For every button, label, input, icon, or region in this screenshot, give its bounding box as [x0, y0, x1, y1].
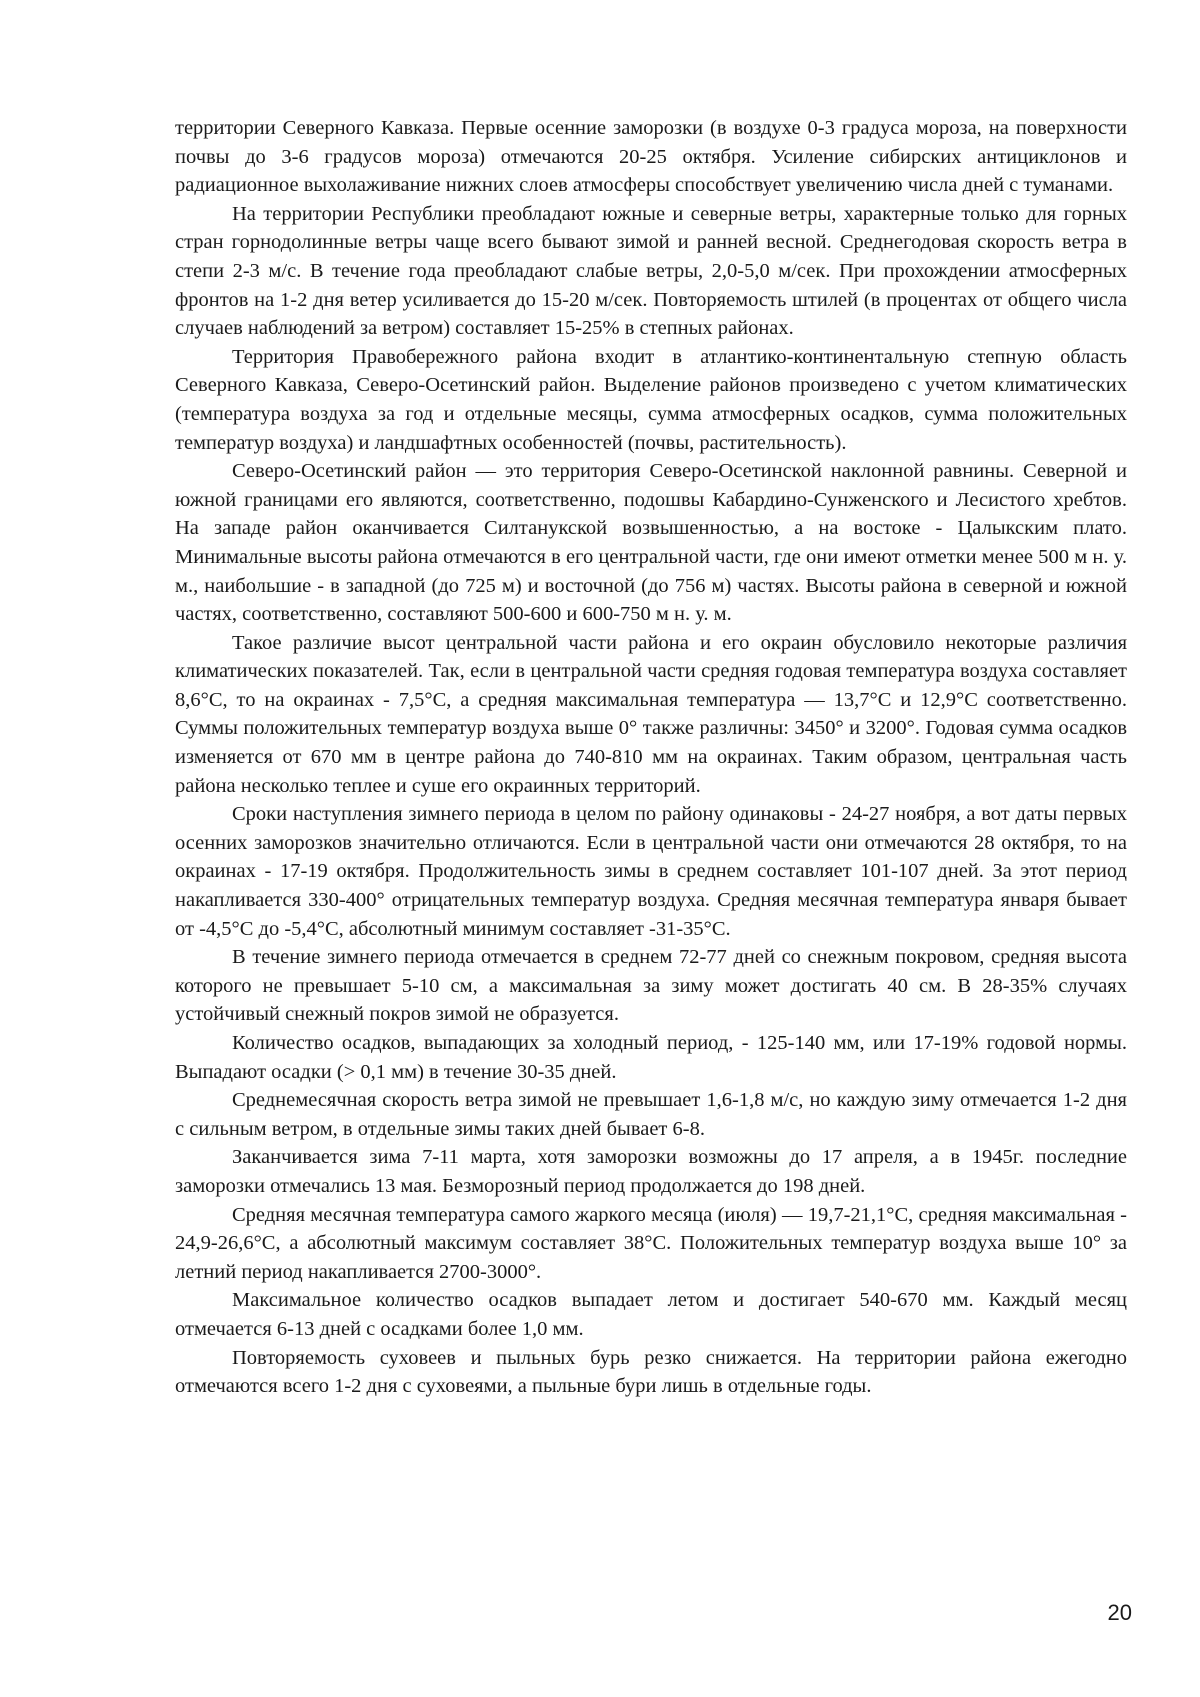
paragraph-8: Количество осадков, выпадающих за холодный период, - 125-140 мм, или 17-19% годовой нормы. Выпадают осадки (> 0,1 мм) в течение 30-35 дней. [175, 1032, 1127, 1083]
paragraph-13: Повторяемость суховеев и пыльных бурь резко снижается. На территории района ежегодно отмечаются всего 1-2 дня с суховеями, а пыльные бури лишь в отдельные годы. [175, 1346, 1127, 1398]
paragraph-9: Среднемесячная скорость ветра зимой не превышает 1,6-1,8 м/с, но каждую зиму отмечается 1-2 дня с сильным ветром, в отдельные зимы таких дней бывает 6-8. [175, 1089, 1127, 1140]
body-text [175, 114, 1127, 1401]
paragraph-12: Максимальное количество осадков выпадает летом и достигает 540-670 мм. Каждый месяц отмечается 6-13 дней с осадками более 1,0 мм. [175, 1289, 1127, 1340]
paragraph-2: На территории Республики преобладают южные и северные ветры, характерные только для горных стран горнодолинные ветры чаще всего бывают зимой и ранней весной. Среднегодовая скорость ветра в степи 2-3 м/с. В течение года преобладают слабые ветры, 2,0-5,0 м/сек. При прохождении атмосферных фронтов на 1-2 дня ветер усиливается до 15-20 м/сек. Повторяемость штилей (в процентах от общего числа случаев наблюдений за ветром) составляет 15-25% в степных районах. [175, 202, 1127, 340]
paragraph-7: В течение зимнего периода отмечается в среднем 72-77 дней со снежным покровом, средняя высота которого не превышает 5-10 см, а максимальная за зиму может достигать 40 см. В 28-35% случаях устойчивый снежный покров зимой не образуется. [175, 946, 1127, 1026]
paragraph-4: Северо-Осетинский район — это территория Северо-Осетинской наклонной равнины. Северной и южной границами его являются, соответственно, подошвы Кабардино-Сунженского и Лесистого хребтов. На западе район оканчивается Силтанукской возвышенностью, а на востоке - Цалыкским плато. Минимальные высоты района отмечаются в его центральной части, где они имеют отметки менее 500 м н. у. м., наибольшие - в западной (до 725 м) и восточной (до 756 м) частях. Высоты района в северной и южной частях, соответственно, составляют 500-600 и 600-750 м н. у. м. [175, 460, 1127, 626]
paragraph-10: Заканчивается зима 7-11 марта, хотя заморозки возможны до 17 апреля, а в 1945г. последние заморозки отмечались 13 мая. Безморозный период продолжается до 198 дней. [175, 1146, 1127, 1197]
paragraph-5: Такое различие высот центральной части района и его окраин обусловило некоторые различия климатических показателей. Так, если в центральной части средняя годовая температура воздуха составляет 8,6°С, то на окраинах - 7,5°С, а средняя максимальная температура — 13,7°С и 12,9°С соответственно. Суммы положительных температур воздуха выше 0° также различны: 3450° и 3200°. Годовая сумма осадков изменяется от 670 мм в центре района до 740-810 мм на окраинах. Таким образом, центральная часть района несколько теплее и суше его окраинных территорий. [175, 631, 1127, 797]
paragraph-1: территории Северного Кавказа. Первые осенние заморозки (в воздухе 0-3 градуса мороза, на поверхности почвы до 3-6 градусов мороза) отмечаются 20-25 октября. Усиление сибирских антициклонов и радиационное выхолаживание нижних слоев атмосферы способствует увеличению числа дней с туманами. [175, 117, 1127, 197]
paragraph-6: Сроки наступления зимнего периода в целом по району одинаковы - 24-27 ноября, а вот даты первых осенних заморозков значительно отличаются. Если в центральной части они отмечаются 28 октября, то на окраинах - 17-19 октября. Продолжительность зимы в среднем составляет 101-107 дней. За этот период накапливается 330-400° отрицательных температур воздуха. Средняя месячная температура января бывает от -4,5°С до -5,4°С, абсолютный минимум составляет -31-35°С. [175, 803, 1127, 940]
page-number: 20 [1107, 1600, 1132, 1625]
paragraph-11: Средняя месячная температура самого жаркого месяца (июля) — 19,7-21,1°С, средняя максимальная - 24,9-26,6°С, а абсолютный максимум составляет 38°С. Положительных температур воздуха выше 10° за летний период накапливается 2700-3000°. [175, 1203, 1127, 1283]
paragraph-3: Территория Правобережного района входит в атлантико-континентальную степную область Северного Кавказа, Северо-Осетинский район. Выделение районов произведено с учетом климатических (температура воздуха за год и отдельные месяцы, сумма атмосферных осадков, сумма положительных температур воздуха) и ландшафтных особенностей (почвы, растительность). [175, 345, 1127, 454]
